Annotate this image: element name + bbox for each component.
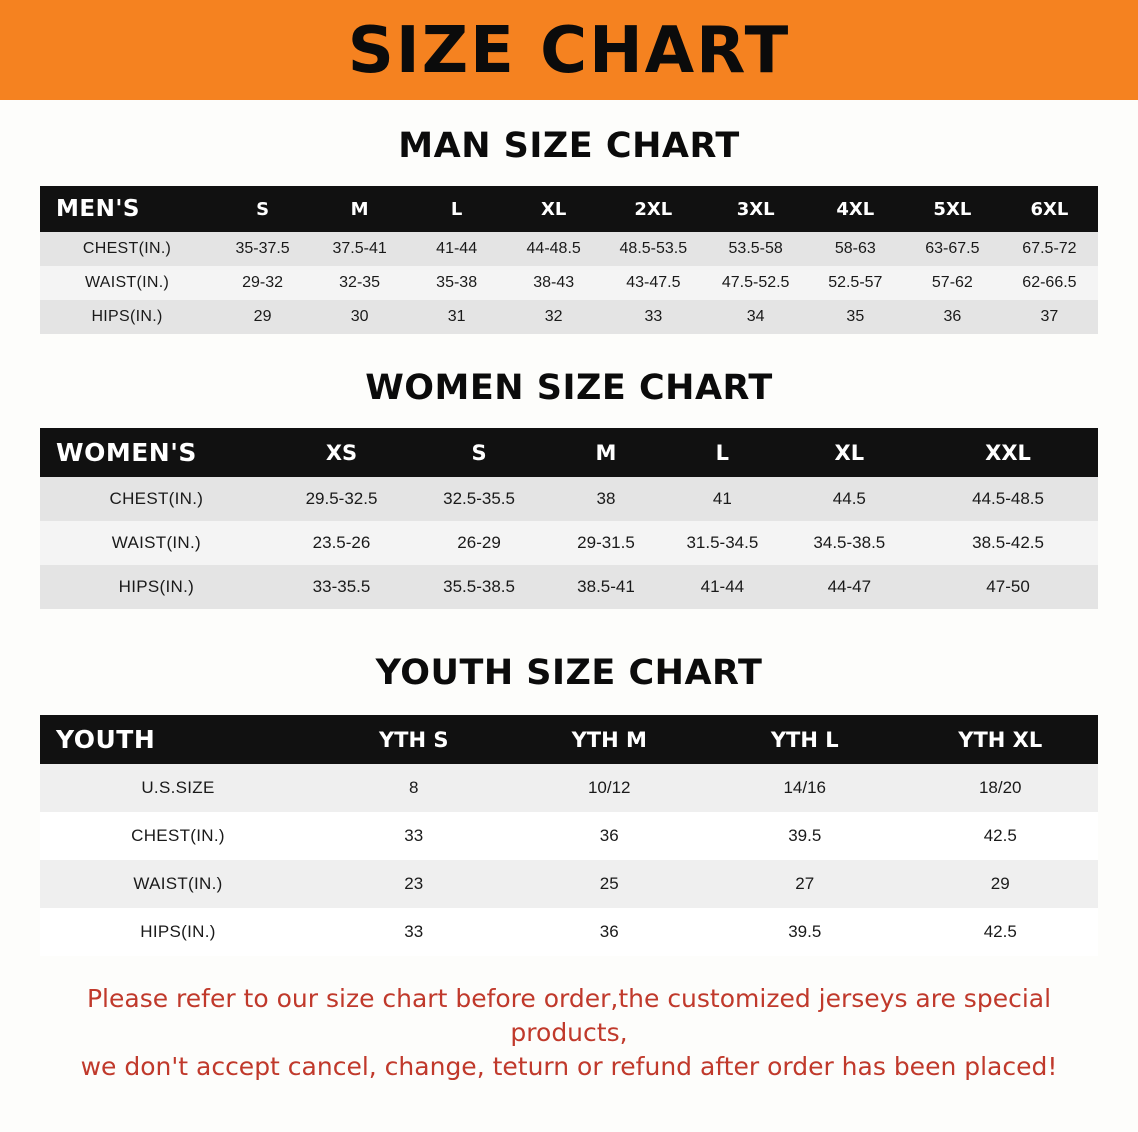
women-row-label-waist: WAIST(IN.): [111, 533, 201, 552]
table-row: [40, 232, 1098, 266]
table-cell: 35.5-38.5: [443, 577, 515, 596]
table-cell: 29-31.5: [577, 533, 635, 552]
table-cell: 8: [409, 778, 419, 797]
youth-row-label-waist: WAIST(IN.): [133, 874, 223, 893]
youth-header-xl: YTH XL: [902, 715, 1098, 764]
table-cell: 27: [795, 874, 815, 893]
men-header-xl: XL: [505, 186, 602, 232]
policy-note-line-2: we don't accept cancel, change, teturn or refund after order has been placed!: [80, 1051, 1058, 1081]
table-cell: 33: [404, 826, 424, 845]
table-header-row: [40, 715, 1098, 764]
table-row: [40, 266, 1098, 300]
table-cell: 48.5-53.5: [619, 240, 688, 257]
men-header-6xl: 6XL: [1001, 186, 1098, 232]
men-header-l: L: [408, 186, 505, 232]
table-cell: 36: [599, 826, 619, 845]
man-size-table: [40, 186, 1098, 334]
table-cell: 31: [447, 308, 466, 325]
youth-size-table: [40, 715, 1098, 956]
table-row: [40, 860, 1098, 908]
table-cell: 35-38: [436, 274, 478, 291]
men-header-4xl: 4XL: [807, 186, 904, 232]
table-cell: 37: [1040, 308, 1059, 325]
table-cell: 29-32: [242, 274, 284, 291]
table-cell: 44-47: [827, 577, 872, 596]
youth-section-title: YOUTH SIZE CHART: [375, 653, 763, 693]
table-row: [40, 764, 1098, 812]
table-cell: 32.5-35.5: [443, 489, 515, 508]
men-header-5xl: 5XL: [904, 186, 1001, 232]
table-cell: 34: [746, 308, 765, 325]
men-header-m: M: [311, 186, 408, 232]
table-header-row: [40, 428, 1098, 477]
men-header-label: MEN'S: [40, 186, 214, 232]
table-cell: 58-63: [834, 240, 876, 257]
youth-row-label-chest: CHEST(IN.): [131, 826, 225, 845]
policy-note-line-1: Please refer to our size chart before order,the customized jerseys are special products,: [86, 984, 1052, 1047]
table-cell: 25: [599, 874, 619, 893]
table-cell: 32-35: [339, 274, 381, 291]
table-cell: 41-44: [436, 240, 478, 257]
page-title: SIZE CHART: [347, 14, 791, 88]
women-header-xxl: XXL: [918, 428, 1098, 477]
table-cell: 67.5-72: [1022, 240, 1077, 257]
youth-row-label-ussize: U.S.SIZE: [141, 778, 215, 797]
table-cell: 62-66.5: [1022, 274, 1077, 291]
table-cell: 52.5-57: [828, 274, 883, 291]
table-cell: 43-47.5: [626, 274, 681, 291]
women-header-s: S: [410, 428, 548, 477]
table-cell: 36: [599, 922, 619, 941]
table-row: [40, 521, 1098, 565]
table-cell: 26-29: [457, 533, 501, 552]
men-header-2xl: 2XL: [602, 186, 704, 232]
table-cell: 63-67.5: [925, 240, 980, 257]
women-size-table-wrap: [40, 428, 1098, 609]
table-cell: 23.5-26: [312, 533, 371, 552]
man-section-title: MAN SIZE CHART: [398, 126, 740, 166]
table-cell: 38.5-42.5: [972, 533, 1044, 552]
table-row: [40, 477, 1098, 521]
table-cell: 42.5: [983, 922, 1017, 941]
table-cell: 38: [596, 489, 616, 508]
men-row-label-hips: HIPS(IN.): [91, 308, 163, 325]
table-cell: 23: [404, 874, 424, 893]
women-header-label: WOMEN'S: [40, 428, 273, 477]
table-cell: 29: [253, 308, 272, 325]
men-header-3xl: 3XL: [705, 186, 807, 232]
table-cell: 31.5-34.5: [686, 533, 759, 552]
table-cell: 14/16: [783, 778, 826, 797]
table-cell: 33: [404, 922, 424, 941]
table-cell: 47-50: [986, 577, 1030, 596]
women-header-xl: XL: [781, 428, 919, 477]
table-cell: 47.5-52.5: [721, 274, 790, 291]
women-section-title: WOMEN SIZE CHART: [365, 368, 773, 408]
table-cell: 35-37.5: [235, 240, 290, 257]
policy-note: [39, 982, 1099, 1083]
table-cell: 42.5: [983, 826, 1017, 845]
table-cell: 39.5: [788, 826, 822, 845]
header-banner: [0, 0, 1138, 100]
man-size-table-wrap: [40, 186, 1098, 334]
men-row-label-waist: WAIST(IN.): [84, 274, 170, 291]
table-cell: 38-43: [533, 274, 575, 291]
table-row: [40, 812, 1098, 860]
women-row-label-hips: HIPS(IN.): [118, 577, 195, 596]
men-row-label-chest: CHEST(IN.): [82, 240, 172, 257]
table-row: [40, 565, 1098, 609]
table-cell: 41: [712, 489, 732, 508]
table-cell: 35: [846, 308, 865, 325]
table-cell: 34.5-38.5: [813, 533, 886, 552]
women-row-label-chest: CHEST(IN.): [109, 489, 204, 508]
youth-header-m: YTH M: [511, 715, 707, 764]
table-cell: 38.5-41: [577, 577, 635, 596]
table-cell: 33-35.5: [312, 577, 371, 596]
table-cell: 37.5-41: [332, 240, 387, 257]
table-cell: 18/20: [978, 778, 1022, 797]
table-cell: 41-44: [700, 577, 745, 596]
women-header-xs: XS: [273, 428, 411, 477]
table-cell: 57-62: [931, 274, 973, 291]
table-cell: 30: [350, 308, 369, 325]
men-header-s: S: [214, 186, 311, 232]
table-row: [40, 300, 1098, 334]
table-cell: 33: [644, 308, 663, 325]
women-header-l: L: [664, 428, 780, 477]
table-cell: 36: [943, 308, 962, 325]
table-row: [40, 908, 1098, 956]
table-cell: 10/12: [587, 778, 631, 797]
table-cell: 53.5-58: [728, 240, 783, 257]
youth-size-table-wrap: [40, 715, 1098, 956]
table-cell: 29.5-32.5: [305, 489, 378, 508]
table-header-row: [40, 186, 1098, 232]
table-cell: 44.5-48.5: [972, 489, 1044, 508]
table-cell: 44-48.5: [526, 240, 581, 257]
table-cell: 44.5: [832, 489, 866, 508]
table-cell: 32: [544, 308, 563, 325]
youth-header-label: YOUTH: [40, 715, 316, 764]
youth-header-l: YTH L: [707, 715, 903, 764]
table-cell: 29: [990, 874, 1010, 893]
table-cell: 39.5: [788, 922, 822, 941]
women-header-m: M: [548, 428, 664, 477]
women-size-table: [40, 428, 1098, 609]
youth-row-label-hips: HIPS(IN.): [140, 922, 216, 941]
youth-header-s: YTH S: [316, 715, 512, 764]
